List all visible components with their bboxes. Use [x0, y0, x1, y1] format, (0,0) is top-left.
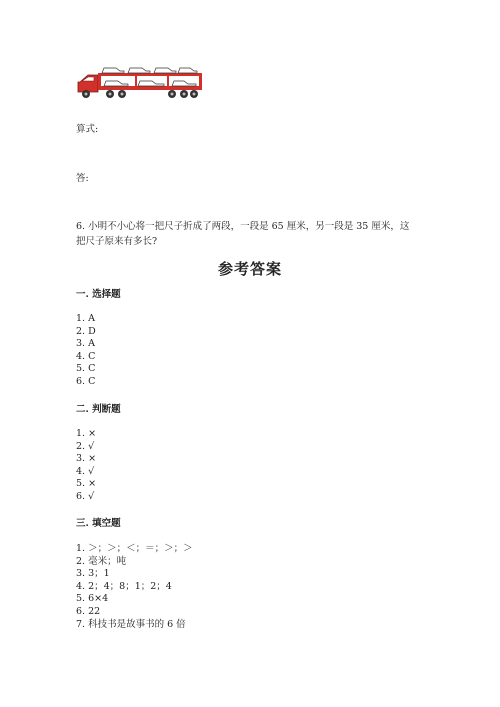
- section-heading-choice: 一. 选择题: [76, 289, 121, 300]
- judgement-answers-list: [76, 428, 96, 504]
- question-6-line-1: 6. 小明不小心将一把尺子折成了两段，一段是 65 厘米，另一段是 35 厘米，这: [76, 221, 410, 232]
- section-heading-fill-in: 三. 填空题: [76, 518, 121, 529]
- fill-in-answers-list: [76, 543, 193, 631]
- car-carrier-truck-illustration: [76, 60, 204, 100]
- section-heading-judgement: 二. 判断题: [76, 404, 121, 415]
- list-item: 3. A: [76, 338, 95, 350]
- list-item: 2. √: [76, 440, 95, 452]
- question-6-line-2: 把尺子原来有多长?: [76, 236, 158, 247]
- list-item: 2. D: [76, 325, 96, 337]
- list-item: 2. 毫米；吨: [76, 555, 127, 567]
- list-item: 5. ×: [76, 478, 97, 490]
- list-item: 6. C: [76, 375, 96, 387]
- list-item: 5. 6×4: [76, 593, 109, 605]
- list-item: 3. ×: [76, 453, 97, 465]
- list-item: 1. ×: [76, 428, 97, 439]
- list-item: 5. C: [76, 363, 96, 375]
- list-item: 1. A: [76, 313, 95, 324]
- formula-label: 算式:: [76, 124, 99, 135]
- list-item: 6. √: [76, 490, 95, 502]
- list-item: 4. √: [76, 465, 95, 477]
- list-item: 3. 3；1: [76, 568, 110, 580]
- list-item: 4. 2；4；8；1；2；4: [76, 580, 172, 592]
- choice-answers-list: [76, 313, 96, 389]
- answer-key-title: 参考答案: [217, 260, 282, 278]
- question-6: [76, 219, 426, 249]
- answer-label: 答:: [76, 173, 89, 184]
- list-item: 4. C: [76, 350, 96, 362]
- list-item: 6. 22: [76, 605, 101, 617]
- list-item: 1. ＞；＞；＜；＝；＞；＞: [76, 543, 193, 554]
- list-item: 7. 科技书是故事书的 6 倍: [76, 618, 186, 630]
